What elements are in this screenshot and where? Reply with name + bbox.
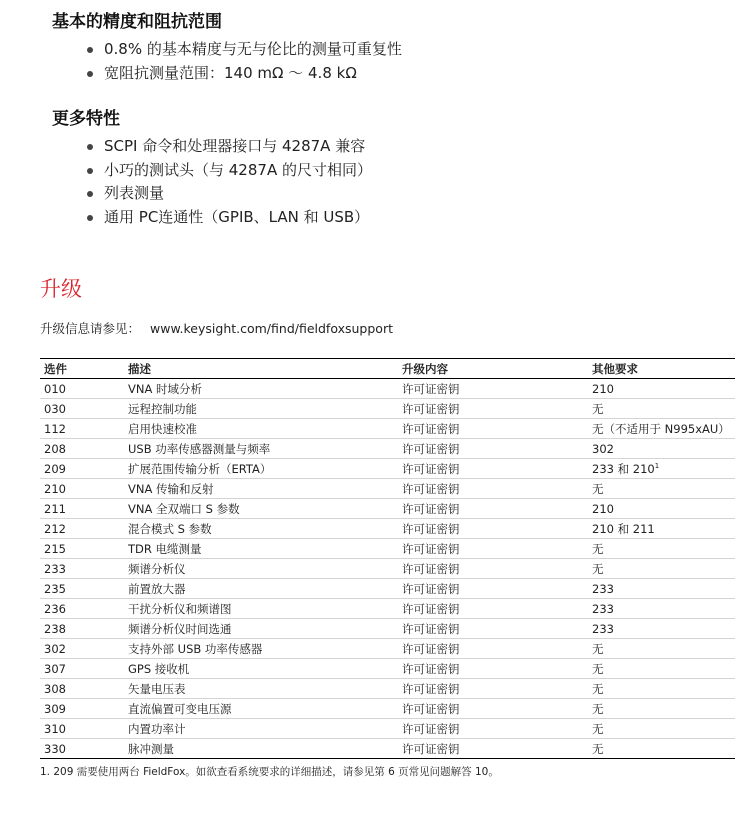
description-cell-text: 启用快速校准 (128, 421, 197, 436)
more-features-bullet-item: 列表测量 (86, 182, 372, 206)
description-cell (124, 419, 398, 439)
table-row (40, 419, 735, 439)
option-cell-text: 208 (44, 441, 66, 456)
requirements-cell (588, 479, 735, 499)
footnote-marker: 1 (654, 461, 660, 470)
upgrade-cell-text: 许可证密钥 (402, 461, 460, 476)
description-cell (124, 479, 398, 499)
description-cell (124, 659, 398, 679)
upgrade-cell (398, 659, 588, 679)
description-cell (124, 599, 398, 619)
upgrade-cell (398, 699, 588, 719)
upgrade-cell-text: 许可证密钥 (402, 481, 460, 496)
option-cell-text: 302 (44, 641, 66, 656)
requirements-cell (588, 439, 735, 459)
option-cell-text: 215 (44, 541, 66, 556)
upgrade-cell (398, 619, 588, 639)
description-cell-text: 内置功率计 (128, 721, 186, 736)
option-cell-text: 309 (44, 701, 66, 716)
description-cell (124, 439, 398, 459)
upgrade-cell (398, 639, 588, 659)
requirements-cell-text: 无 (592, 481, 604, 496)
table-row (40, 699, 735, 719)
table-row (40, 519, 735, 539)
requirements-cell (588, 419, 735, 439)
option-cell-text: 010 (44, 381, 66, 396)
table-row (40, 719, 735, 739)
upgrade-cell (398, 739, 588, 759)
requirements-cell-text: 无 (592, 721, 604, 736)
table-row (40, 679, 735, 699)
option-cell (40, 659, 124, 679)
option-cell-text: 330 (44, 741, 66, 756)
description-cell-text: 扩展范围传输分析（ERTA） (128, 461, 272, 476)
options-table (40, 358, 735, 759)
requirements-cell (588, 519, 735, 539)
option-cell-text: 212 (44, 521, 66, 536)
description-cell (124, 519, 398, 539)
description-cell-text: 远程控制功能 (128, 401, 197, 416)
table-row (40, 439, 735, 459)
requirements-cell (588, 399, 735, 419)
description-cell-text: GPS 接收机 (128, 661, 190, 676)
table-header-row (40, 359, 735, 379)
requirements-cell (588, 459, 735, 479)
option-cell-text: 211 (44, 501, 66, 516)
upgrade-cell-text: 许可证密钥 (402, 601, 460, 616)
description-cell (124, 399, 398, 419)
upgrade-cell (398, 679, 588, 699)
table-row (40, 539, 735, 559)
upgrade-cell (398, 439, 588, 459)
option-cell (40, 639, 124, 659)
upgrade-cell (398, 719, 588, 739)
description-cell-text: USB 功率传感器测量与频率 (128, 441, 271, 456)
requirements-cell-text: 233 (592, 621, 614, 636)
upgrade-cell-text: 许可证密钥 (402, 561, 460, 576)
description-cell (124, 719, 398, 739)
option-cell (40, 539, 124, 559)
option-cell (40, 519, 124, 539)
upgrade-cell-text: 许可证密钥 (402, 641, 460, 656)
requirements-cell (588, 499, 735, 519)
table-row (40, 639, 735, 659)
requirements-cell (588, 599, 735, 619)
more-features-bullet-item: 小巧的测试头（与 4287A 的尺寸相同） (86, 159, 372, 183)
more-features-bullet-item: 通用 PC连通性（GPIB、LAN 和 USB） (86, 206, 372, 230)
option-cell (40, 459, 124, 479)
description-cell (124, 539, 398, 559)
requirements-cell-text: 210 和 211 (592, 521, 655, 536)
requirements-cell-text: 无 (592, 641, 604, 656)
option-cell (40, 379, 124, 399)
option-cell (40, 499, 124, 519)
requirements-cell (588, 739, 735, 759)
upgrade-cell (398, 599, 588, 619)
requirements-cell (588, 679, 735, 699)
upgrade-cell-text: 许可证密钥 (402, 441, 460, 456)
table-row (40, 459, 735, 479)
description-cell (124, 379, 398, 399)
description-cell (124, 559, 398, 579)
option-cell-text: 030 (44, 401, 66, 416)
requirements-cell-text: 233 (592, 581, 614, 596)
description-cell-text: 直流偏置可变电压源 (128, 701, 232, 716)
option-cell-text: 238 (44, 621, 66, 636)
description-cell-text: 混合模式 S 参数 (128, 521, 212, 536)
option-cell (40, 599, 124, 619)
requirements-cell (588, 619, 735, 639)
requirements-cell-text: 210 (592, 381, 614, 396)
header-requirements: 其他要求 (588, 359, 735, 379)
requirements-cell-text: 无 (592, 661, 604, 676)
requirements-cell (588, 559, 735, 579)
upgrade-cell-text: 许可证密钥 (402, 421, 460, 436)
description-cell-text: VNA 全双端口 S 参数 (128, 501, 240, 516)
requirements-cell-text: 无 (592, 561, 604, 576)
description-cell-text: 前置放大器 (128, 581, 186, 596)
requirements-cell (588, 579, 735, 599)
more-features-heading: 更多特性 (52, 109, 120, 129)
upgrade-cell (398, 399, 588, 419)
upgrade-cell-text: 许可证密钥 (402, 581, 460, 596)
table-row (40, 579, 735, 599)
description-cell-text: TDR 电缆测量 (128, 541, 202, 556)
option-cell-text: 210 (44, 481, 66, 496)
description-cell-text: VNA 传输和反射 (128, 481, 214, 496)
upgrade-cell-text: 许可证密钥 (402, 681, 460, 696)
option-cell (40, 399, 124, 419)
description-cell (124, 579, 398, 599)
description-cell (124, 739, 398, 759)
requirements-cell (588, 379, 735, 399)
option-cell (40, 579, 124, 599)
option-cell (40, 719, 124, 739)
upgrade-cell-text: 许可证密钥 (402, 721, 460, 736)
upgrade-cell (398, 379, 588, 399)
table-row (40, 739, 735, 759)
table-row (40, 479, 735, 499)
table-body (40, 379, 735, 759)
description-cell (124, 679, 398, 699)
upgrade-cell (398, 519, 588, 539)
requirements-cell-text: 无（不适用于 N995xAU） (592, 421, 730, 436)
table-row (40, 379, 735, 399)
description-cell (124, 639, 398, 659)
option-cell (40, 419, 124, 439)
option-cell-text: 308 (44, 681, 66, 696)
requirements-cell (588, 719, 735, 739)
requirements-cell-text: 无 (592, 541, 604, 556)
upgrade-cell (398, 479, 588, 499)
upgrade-cell-text: 许可证密钥 (402, 741, 460, 756)
upgrade-cell-text: 许可证密钥 (402, 621, 460, 636)
upgrade-cell-text: 许可证密钥 (402, 701, 460, 716)
description-cell (124, 459, 398, 479)
requirements-cell (588, 539, 735, 559)
upgrade-cell (398, 559, 588, 579)
upgrade-cell-text: 许可证密钥 (402, 541, 460, 556)
requirements-cell-text: 无 (592, 701, 604, 716)
requirements-cell-text: 无 (592, 741, 604, 756)
upgrade-cell-text: 许可证密钥 (402, 381, 460, 396)
table-row (40, 499, 735, 519)
features-heading: 基本的精度和阻抗范围 (52, 12, 222, 32)
option-cell-text: 310 (44, 721, 66, 736)
features-list (86, 38, 402, 85)
header-option: 选件 (40, 359, 124, 379)
option-cell (40, 619, 124, 639)
option-cell-text: 307 (44, 661, 66, 676)
footnote: 1. 209 需要使用两台 FieldFox。如欲查看系统要求的详细描述，请参见第 6 页常见问题解答 10。 (40, 766, 499, 778)
requirements-cell-text: 302 (592, 441, 614, 456)
upgrade-cell-text: 许可证密钥 (402, 501, 460, 516)
requirements-cell-text: 210 (592, 501, 614, 516)
description-cell-text: 干扰分析仪和频谱图 (128, 601, 232, 616)
requirements-cell-text: 233 和 210 (592, 461, 655, 476)
upgrade-cell (398, 419, 588, 439)
description-cell-text: 脉冲测量 (128, 741, 174, 756)
option-cell-text: 112 (44, 421, 66, 436)
requirements-cell-text: 233 (592, 601, 614, 616)
requirements-cell-text: 无 (592, 681, 604, 696)
option-cell-text: 236 (44, 601, 66, 616)
upgrade-cell (398, 459, 588, 479)
description-cell (124, 699, 398, 719)
description-cell (124, 619, 398, 639)
header-description: 描述 (124, 359, 398, 379)
more-features-list (86, 135, 372, 229)
requirements-cell (588, 659, 735, 679)
upgrade-title: 升级 (40, 277, 82, 301)
option-cell-text: 209 (44, 461, 66, 476)
option-cell (40, 679, 124, 699)
upgrade-cell-text: 许可证密钥 (402, 401, 460, 416)
option-cell (40, 739, 124, 759)
description-cell-text: 支持外部 USB 功率传感器 (128, 641, 263, 656)
option-cell-text: 235 (44, 581, 66, 596)
description-cell-text: 矢量电压表 (128, 681, 186, 696)
description-cell-text: 频谱分析仪 (128, 561, 186, 576)
description-cell-text: 频谱分析仪时间选通 (128, 621, 232, 636)
description-cell-text: VNA 时域分析 (128, 381, 202, 396)
more-features-bullet-item: SCPI 命令和处理器接口与 4287A 兼容 (86, 135, 372, 159)
option-cell (40, 699, 124, 719)
upgrade-info-url[interactable]: www.keysight.com/find/fieldfoxsupport (150, 321, 393, 336)
features-bullet-item: 宽阻抗测量范围：140 mΩ ～ 4.8 kΩ (86, 62, 402, 86)
upgrade-cell (398, 579, 588, 599)
table-row (40, 599, 735, 619)
upgrade-cell-text: 许可证密钥 (402, 521, 460, 536)
upgrade-cell (398, 499, 588, 519)
upgrade-cell-text: 许可证密钥 (402, 661, 460, 676)
description-cell (124, 499, 398, 519)
requirements-cell (588, 639, 735, 659)
table-row (40, 399, 735, 419)
upgrade-cell (398, 539, 588, 559)
option-cell (40, 439, 124, 459)
requirements-cell (588, 699, 735, 719)
option-cell-text: 233 (44, 561, 66, 576)
table-row (40, 659, 735, 679)
features-bullet-item: 0.8% 的基本精度与无与伦比的测量可重复性 (86, 38, 402, 62)
upgrade-info (40, 320, 393, 338)
table-row (40, 559, 735, 579)
table-row (40, 619, 735, 639)
requirements-cell-text: 无 (592, 401, 604, 416)
header-upgrade: 升级内容 (398, 359, 588, 379)
upgrade-info-label: 升级信息请参见： (40, 321, 141, 336)
option-cell (40, 559, 124, 579)
option-cell (40, 479, 124, 499)
